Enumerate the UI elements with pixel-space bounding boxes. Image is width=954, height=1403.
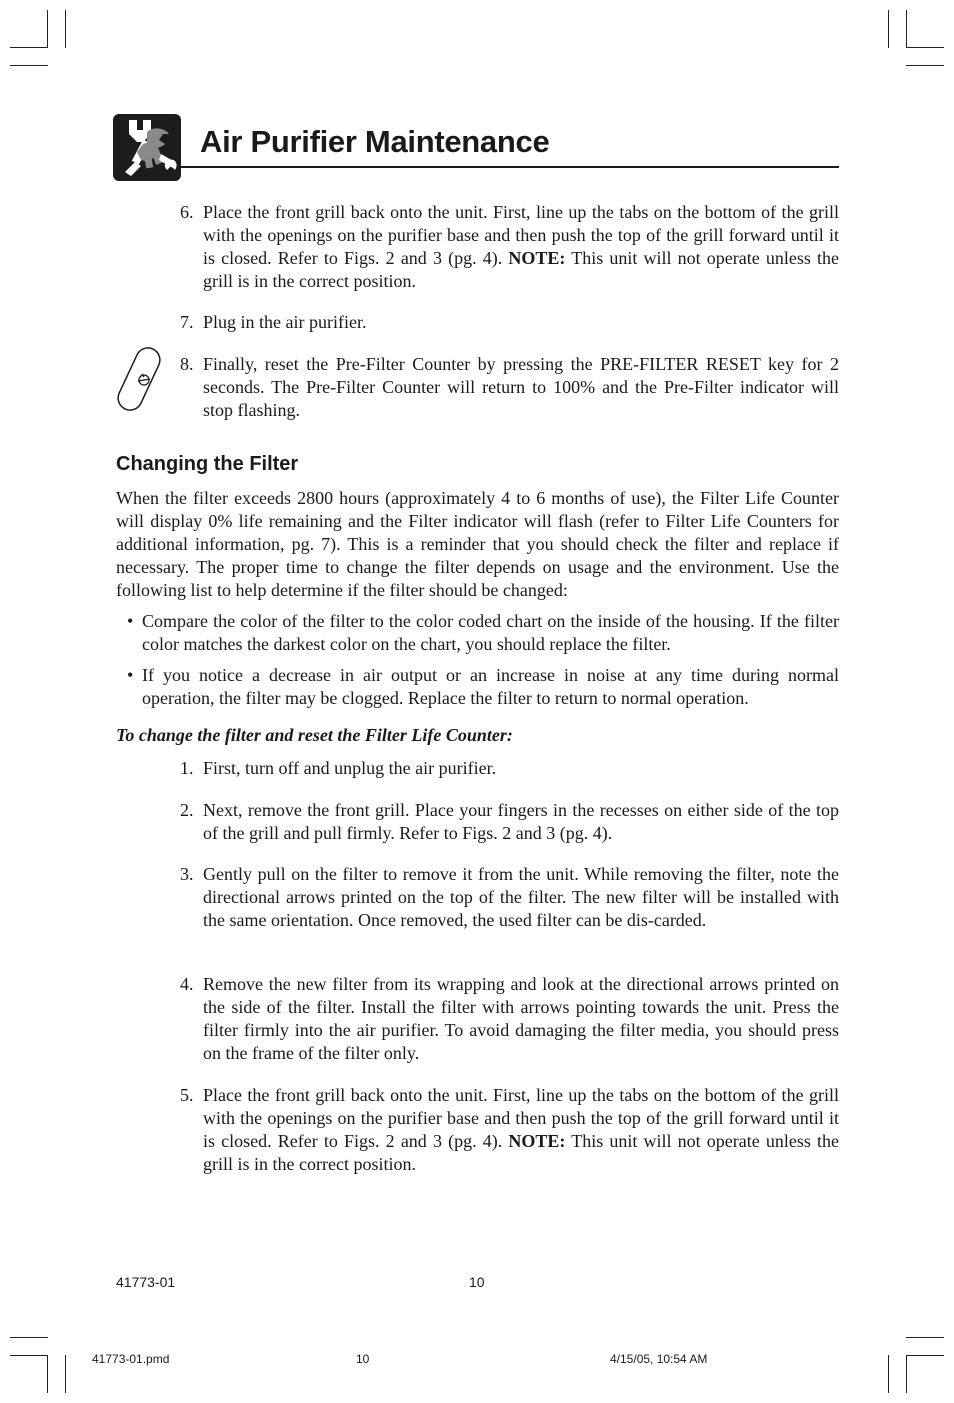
step-body: Place the front grill back onto the unit. First, line up the tabs on the bottom of the grill with the openings on the purifier base and then push the top of the grill forward until it is closed. Refer to Figs. 2 and 3 (pg. 4). <box>203 202 839 268</box>
step-text: Next, remove the front grill. Place your fingers in the recesses on either side of the top of the grill and pull firmly. Refer to Figs. 2 and 3 (pg. 4). <box>203 800 839 843</box>
step-6 <box>180 201 839 293</box>
crop-mark <box>906 47 944 48</box>
crop-mark <box>65 10 66 48</box>
bullet-text: Compare the color of the filter to the color coded chart on the inside of the housing. If the filter color matches the darkest color on the chart, you should replace the filter. <box>142 611 839 654</box>
crop-mark <box>906 1337 944 1338</box>
step-text: Plug in the air purifier. <box>203 312 367 332</box>
section-heading: Changing the Filter <box>116 453 299 475</box>
step-8 <box>180 353 839 422</box>
filter-step-1 <box>180 757 839 780</box>
filter-step-5 <box>180 1084 839 1176</box>
note-text: This unit will not operate unless the grill is in the correct position. <box>203 248 839 291</box>
step-number: 5. <box>180 1085 194 1105</box>
bullet-text: If you notice a decrease in air output or an increase in noise at any time during normal operation, the filter may be clogged. Replace the filter to return to normal operation. <box>142 665 839 708</box>
intro-paragraph: When the filter exceeds 2800 hours (approximately 4 to 6 months of use), the Filter Life Counter will display 0% life remaining and the Filter indicator will flash (refer to Filter Life Counters for additional information, pg. 7). This is a reminder that you should check the filter and replace if necessary. The proper time to change the filter depends on usage and the environment. Use the following list to help determine if the filter should be changed: <box>116 488 839 600</box>
crop-mark <box>65 1355 66 1393</box>
step-text: Remove the new filter from its wrapping and look at the directional arrows printed on the side of the filter. Install the filter with arrows pointing towards the unit. Press the filter firmly into the air purifier. To avoid damaging the filter media, you should press on the frame of the filter only. <box>203 974 839 1063</box>
title-rule <box>181 166 839 168</box>
step-text <box>203 1084 839 1176</box>
crop-mark <box>906 65 944 66</box>
wrench-hand-icon <box>113 114 181 181</box>
bullet-item <box>127 664 839 710</box>
slug-page: 10 <box>356 1352 370 1366</box>
crop-mark <box>10 65 48 66</box>
crop-mark <box>10 1355 48 1356</box>
step-7 <box>180 311 839 334</box>
filter-step-4 <box>180 973 839 1065</box>
step-number: 6. <box>180 202 194 222</box>
bullet-symbol: • <box>127 611 134 631</box>
crop-mark <box>10 47 48 48</box>
crop-mark <box>888 1355 889 1393</box>
step-number: 8. <box>180 354 194 374</box>
step-number: 7. <box>180 312 194 332</box>
step-body: Place the front grill back onto the unit. First, line up the tabs on the bottom of the grill with the openings on the purifier base and then push the top of the grill forward until it is closed. Refer to Figs. 2 and 3 (pg. 4). <box>203 1085 839 1151</box>
slug-timestamp: 4/15/05, 10:54 AM <box>610 1352 708 1366</box>
crop-mark <box>10 1337 48 1338</box>
procedure-subheading: To change the filter and reset the Filter Life Counter: <box>116 725 513 745</box>
step-number: 3. <box>180 864 194 884</box>
footer-page-number: 10 <box>469 1274 485 1290</box>
page-title: Air Purifier Maintenance <box>200 124 550 159</box>
note-label: NOTE: <box>508 248 566 268</box>
crop-mark <box>906 10 907 48</box>
step-number: 2. <box>180 800 194 820</box>
step-number: 1. <box>180 758 194 778</box>
crop-mark <box>888 10 889 48</box>
filter-step-3 <box>180 863 839 932</box>
step-number: 4. <box>180 974 194 994</box>
crop-mark <box>906 1355 944 1356</box>
crop-mark <box>906 1355 907 1393</box>
filter-step-2 <box>180 799 839 845</box>
bullet-item <box>127 610 839 656</box>
step-text: Finally, reset the Pre-Filter Counter by pressing the PRE-FILTER RESET key for 2 seconds. The Pre-Filter Counter will return to 100% and the Pre-Filter indicator will stop flashing. <box>203 354 839 420</box>
crop-mark <box>47 1355 48 1393</box>
slug-file: 41773-01.pmd <box>92 1352 170 1366</box>
footer-doc-number: 41773-01 <box>116 1274 176 1290</box>
note-text: This unit will not operate unless the grill is in the correct position. <box>203 1131 839 1174</box>
step-text <box>203 201 839 293</box>
bullet-symbol: • <box>127 665 134 685</box>
reset-button-icon <box>113 344 169 419</box>
step-text: First, turn off and unplug the air purifier. <box>203 758 497 778</box>
crop-mark <box>47 10 48 48</box>
note-label: NOTE: <box>508 1131 566 1151</box>
step-text: Gently pull on the filter to remove it from the unit. While removing the filter, note the directional arrows printed on the top of the filter. The new filter will be installed with the same orientation. Once removed, the used filter can be dis-carded. <box>203 864 839 930</box>
